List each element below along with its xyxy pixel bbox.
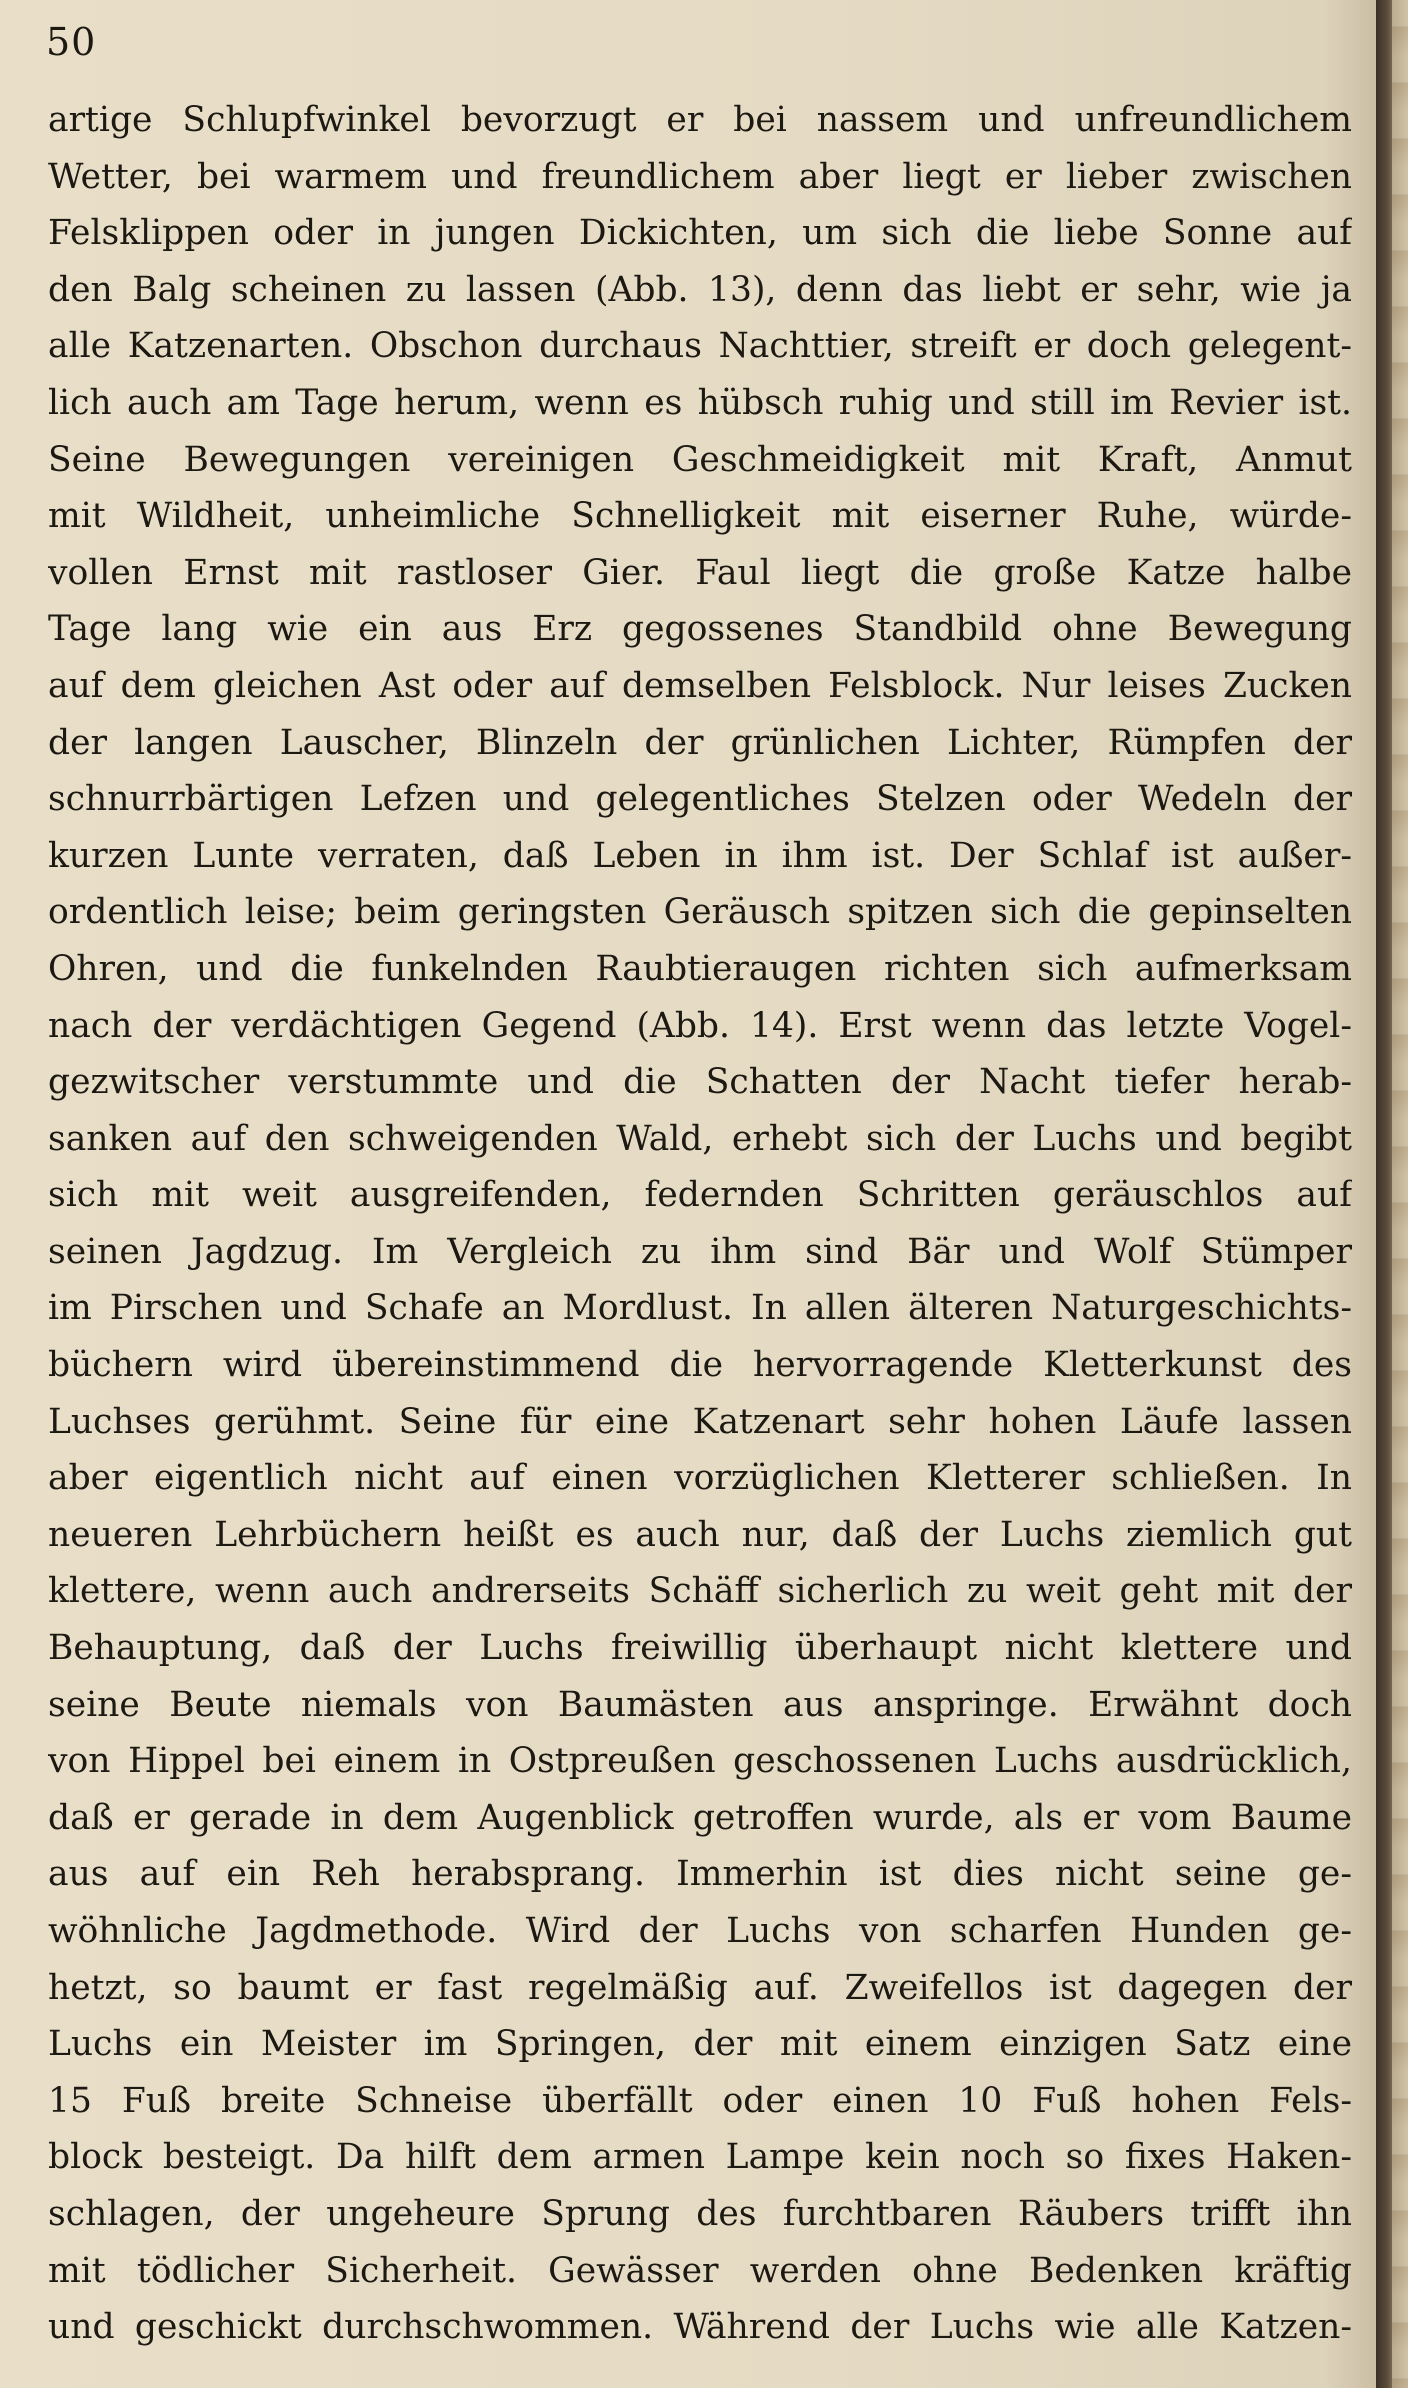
text-line: vollen Ernst mit rastloser Gier. Faul liegt die große Katze halbe (48, 552, 1352, 593)
text-line: aber eigentlich nicht auf einen vorzüglichen Kletterer schließen. In (48, 1458, 1352, 1499)
text-line: seine Beute niemals von Baumästen aus anspringe. Erwähnt doch (48, 1684, 1352, 1725)
text-line: auf dem gleichen Ast oder auf demselben Felsblock. Nur leises Zucken (48, 665, 1352, 706)
text-line: ordentlich leise; beim geringsten Geräusch spitzen sich die gepinselten (48, 892, 1352, 933)
text-line: den Balg scheinen zu lassen (Abb. 13), denn das liebt er sehr, wie ja (48, 269, 1352, 310)
facing-page-edge (1392, 0, 1408, 2388)
text-line: Ohren, und die funkelnden Raubtieraugen richten sich aufmerksam (48, 948, 1352, 989)
text-line: wöhnliche Jagdmethode. Wird der Luchs von scharfen Hunden ge- (48, 1911, 1352, 1951)
text-line: mit tödlicher Sicherheit. Gewässer werden ohne Bedenken kräftig (48, 2250, 1352, 2291)
text-line: sich mit weit ausgreifenden, federnden Schritten geräuschlos auf (48, 1175, 1352, 1216)
text-line: gezwitscher verstummte und die Schatten der Nacht tiefer herab- (48, 1062, 1352, 1103)
text-line: Wetter, bei warmem und freundlichem aber liegt er lieber zwischen (48, 156, 1352, 197)
text-line: block besteigt. Da hilft dem armen Lampe kein noch so fixes Haken- (48, 2137, 1352, 2178)
text-line: aus auf ein Reh herabsprang. Immerhin ist dies nicht seine ge- (48, 1854, 1352, 1895)
text-line: hetzt, so baumt er fast regelmäßig auf. Zweifellos ist dagegen der (48, 1967, 1352, 2008)
text-line: klettere, wenn auch andrerseits Schäff sicherlich zu weit geht mit der (48, 1571, 1352, 1612)
text-line: nach der verdächtigen Gegend (Abb. 14). Erst wenn das letzte Vogel- (48, 1005, 1352, 1046)
text-line: Luchses gerühmt. Seine für eine Katzenart sehr hohen Läufe lassen (48, 1401, 1352, 1442)
text-line: und geschickt durchschwommen. Während der Luchs wie alle Katzen- (48, 2307, 1352, 2348)
body-text (48, 92, 1352, 2356)
page-number: 50 (46, 20, 97, 64)
text-line: daß er gerade in dem Augenblick getroffen wurde, als er vom Baume (48, 1797, 1352, 1838)
text-line: schnurrbärtigen Lefzen und gelegentliches Stelzen oder Wedeln der (48, 779, 1352, 820)
text-line: der langen Lauscher, Blinzeln der grünlichen Lichter, Rümpfen der (48, 722, 1352, 763)
text-line: kurzen Lunte verraten, daß Leben in ihm ist. Der Schlaf ist außer- (48, 835, 1352, 876)
text-line: artige Schlupfwinkel bevorzugt er bei nassem und unfreundlichem (48, 100, 1352, 140)
text-line: schlagen, der ungeheure Sprung des furchtbaren Räubers trifft ihn (48, 2193, 1352, 2234)
text-line: Luchs ein Meister im Springen, der mit einem einzigen Satz eine (48, 2024, 1352, 2065)
text-line: büchern wird übereinstimmend die hervorragende Kletterkunst des (48, 1345, 1352, 1386)
text-line: von Hippel bei einem in Ostpreußen geschossenen Luchs ausdrücklich, (48, 1741, 1352, 1782)
text-line: Felsklippen oder in jungen Dickichten, um sich die liebe Sonne auf (48, 213, 1352, 254)
text-line: neueren Lehrbüchern heißt es auch nur, daß der Luchs ziemlich gut (48, 1514, 1352, 1555)
text-line: Seine Bewegungen vereinigen Geschmeidigkeit mit Kraft, Anmut (48, 439, 1352, 480)
text-line: Behauptung, daß der Luchs freiwillig überhaupt nicht klettere und (48, 1628, 1352, 1669)
text-line: 15 Fuß breite Schneise überfällt oder einen 10 Fuß hohen Fels- (48, 2080, 1352, 2121)
text-line: lich auch am Tage herum, wenn es hübsch ruhig und still im Revier ist. (48, 382, 1352, 423)
text-line: Tage lang wie ein aus Erz gegossenes Standbild ohne Bewegung (48, 609, 1352, 650)
text-line: alle Katzenarten. Obschon durchaus Nachttier, streift er doch gelegent- (48, 326, 1352, 367)
text-line: seinen Jagdzug. Im Vergleich zu ihm sind Bär und Wolf Stümper (48, 1231, 1352, 1272)
text-line: sanken auf den schweigenden Wald, erhebt sich der Luchs und begibt (48, 1118, 1352, 1159)
text-line: mit Wildheit, unheimliche Schnelligkeit mit eiserner Ruhe, würde- (48, 496, 1352, 537)
text-line: im Pirschen und Schafe an Mordlust. In allen älteren Naturgeschichts- (48, 1288, 1352, 1329)
